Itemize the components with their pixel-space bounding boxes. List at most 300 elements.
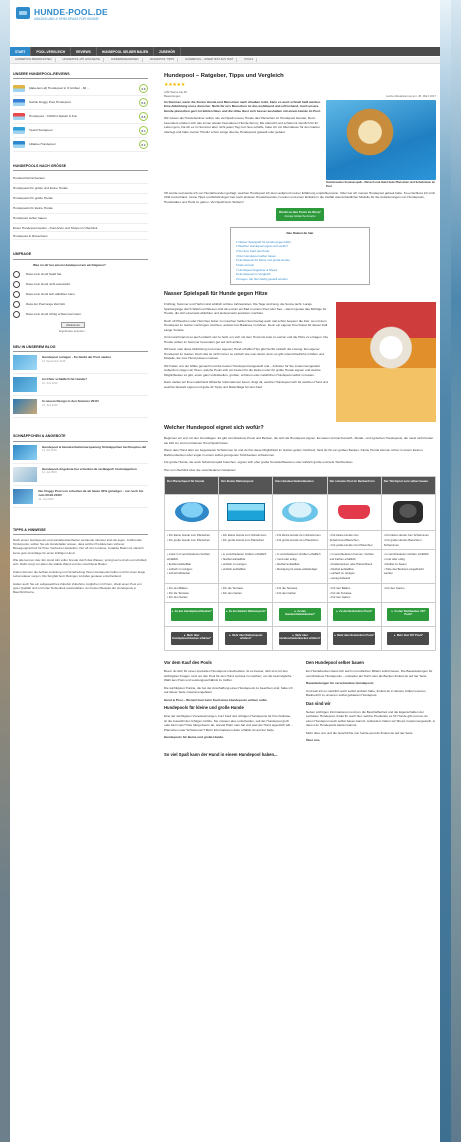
post-date: 12. Juli 2016 [42, 471, 57, 475]
list-item-text: in verschiedenen Größen erhältlich [385, 552, 429, 557]
bullet-icon: • [167, 533, 169, 537]
list-item-text: meist in 3 verschiedenen Größen erhältlich [167, 552, 210, 561]
table-cell [219, 603, 273, 627]
column-header: Der kleine Rahmenpool [219, 477, 273, 495]
post-thumbnail [13, 467, 37, 482]
list-item [275, 538, 324, 543]
button-label: Mehr über Hundeplanschbecken erfahren* [172, 634, 212, 641]
post-thumbnail [13, 355, 37, 370]
sidebar-link[interactable]: Hundeschwimmbecken [13, 174, 148, 184]
list-item [275, 591, 324, 596]
radio-button[interactable] [13, 271, 20, 278]
review-item[interactable] [13, 96, 148, 110]
list-item [330, 543, 379, 548]
list-item-text: Für den Garten [222, 590, 242, 595]
paragraph: Wir haben uns der Mühe gemacht und die besten Hundepool festgestellt und – Anbieter für Sie zusammengestellt. Außerdem zeigen wir Ihnen, welche Pools sich am besten für die kleinen oder für große Hunde eignen und welche Möglichkeiten es gibt, einen ganz individuellen, großen, schönen oder natürlichen Hundepool selbst zu bauen. [164, 363, 321, 377]
poll-option-label: Dass mein Hund richtig schwimmen kann. [26, 311, 82, 316]
list-item [330, 533, 379, 543]
bullet-icon: • [329, 595, 332, 600]
poll-option-label: Dass mein Hund Spaß hat. [26, 271, 63, 276]
subnav-item[interactable]: HUNDEPOOL MIT HOCHSEITE [60, 58, 104, 62]
table-row [165, 531, 436, 550]
table-cell [219, 531, 273, 550]
bullet-icon: • [329, 533, 332, 537]
pool-product-image [175, 502, 209, 522]
list-item-text: Für den Balkon [168, 585, 188, 590]
post-title[interactable]: In neuem Design in den Sommer 2016! [42, 399, 99, 404]
section-title: Welcher Hundepool eignet sich wofür? [164, 425, 264, 432]
table-cell [273, 550, 327, 584]
section-title: Das sind wir [306, 700, 331, 706]
tips-text [13, 538, 148, 595]
blog-post[interactable] [13, 399, 148, 418]
bullet-icon: • [275, 557, 278, 561]
post-title[interactable]: Ist Chlor schädlich für Hunde? [42, 377, 88, 382]
shop-cta-button[interactable] [276, 208, 324, 221]
blog-post[interactable] [13, 489, 148, 508]
list-item-text: Für große Hunde zum Planschen [222, 537, 265, 542]
column-header: Das Hundeschwimmbecken [273, 477, 327, 495]
review-list [13, 82, 148, 152]
list-item [167, 552, 216, 562]
list-item-text: flexibel zu bauen [385, 561, 407, 566]
post-text [42, 467, 137, 485]
buy-button[interactable] [171, 608, 213, 621]
buy-button[interactable] [333, 608, 375, 621]
list-item [167, 571, 216, 576]
sizes-heading: HUNDEPOOLS NACH GRÖSSE [13, 164, 148, 171]
toc-link[interactable]: 2 Welcher Hundepool eignet sich wofür? [236, 244, 288, 249]
bullet-icon: • [329, 552, 332, 557]
pool-thumbnail [13, 127, 25, 134]
rating [164, 82, 436, 89]
table-image-row [165, 495, 436, 531]
blog-post[interactable] [13, 445, 148, 464]
post-text [38, 489, 148, 507]
background-photo-left [0, 0, 10, 1142]
pool-image-cell [327, 495, 381, 531]
sidebar-link[interactable]: Einen Hundepool kaufen - Pool Arten und Shops im Überblick [13, 224, 148, 232]
list-item-text: Für den Garten [331, 595, 351, 600]
paragraph: Neben wichtigen Informationen rund um die Beschaffenheit und die Eigenschaften der perfekten Hundepool, findet ihr auch hier, welche Produkten es für Hunde gibt und wo du einen Hundepool auch selbst bauen kannst. Außerdem haben wir Shops zusammengestellt, in denen du Hundepools kaufen kannst. [306, 709, 436, 728]
buy-button[interactable] [279, 608, 321, 621]
section-2-text [164, 436, 436, 472]
list-item-text: wenig Aufwand [331, 576, 351, 580]
buy-button[interactable] [387, 608, 429, 621]
arrow-icon: ► [292, 634, 296, 637]
review-item[interactable] [13, 82, 148, 96]
more-button[interactable] [279, 632, 321, 645]
toc-title: Das findest du hier [286, 230, 314, 235]
poll-option[interactable] [13, 269, 148, 279]
column-left [164, 657, 294, 746]
buy-button[interactable] [225, 608, 267, 621]
list-item-text: Für große Hunde Planschen / Schwimmen [383, 537, 423, 547]
post-title[interactable]: Hundepool-Angebote bei schecker.de verlängert! #schnäppchen [42, 466, 137, 471]
subnav-item[interactable]: POOLS [241, 58, 257, 62]
hero-image-dogs-pool [326, 100, 436, 180]
bullet-icon: • [167, 561, 169, 566]
list-item-text: Reinigung ist etwas aufwändiger [277, 566, 318, 571]
bullet-icon: • [221, 552, 223, 557]
poll-option-label: Dass mein Hund sich abkühlen kann. [26, 291, 76, 296]
toc-link[interactable]: 7 Hundepool Angebote & Shops [236, 267, 278, 272]
bullet-icon: • [383, 552, 386, 557]
bullet-icon: • [383, 561, 386, 566]
subnav-item[interactable]: HUNDEPOOL TIPPS [147, 58, 179, 62]
list-item-text: Für den Balkon [331, 585, 351, 590]
feature-list [384, 533, 433, 547]
feature-list [275, 586, 324, 596]
paragraph: Frühling, Sommer und Herbst sind wirklich schöne Jahreszeiten. Die Tage sind lang, die Sonne lacht. Lange Spaziergänge durch Wald und Wiesen sind da und an ein Bad in einem Pool oder See – das ist genau das Richtige für Hunde, die sich einerseits abkühlen und andererseits austoben möchten. [164, 302, 327, 316]
arrow-icon: ► [391, 610, 395, 613]
list-item [384, 567, 433, 577]
paragraph: Beginnen wir erst mit den Grundlagen. Es gibt verschiedene Pools und Becken, die sich als Hundepool eignen. Es waren einmal Kunstoff-, Metall-, und typischen Hundepools, die meist nicht breiter als 160 cm sind und kleinen Hund Spaß bieten. [164, 436, 434, 445]
deals-heading: SCHNÄPPCHEN & ANGEBOTE [13, 434, 148, 441]
table-cell [273, 603, 327, 627]
bullet-icon: • [329, 542, 332, 547]
post-text [42, 355, 111, 373]
post-text [42, 377, 87, 395]
review-score: 9.6 [139, 84, 148, 93]
bullet-icon: • [329, 561, 332, 566]
review-score: 8.8 [139, 112, 148, 121]
radio-button[interactable] [13, 301, 20, 308]
poll-option-label: Dass mein Hund nicht ausrutscht. [26, 281, 71, 286]
list-item-text: einfach zu reinigen [331, 571, 355, 576]
table-of-contents [230, 227, 370, 286]
more-button[interactable] [333, 632, 375, 645]
table-cell [381, 627, 435, 651]
list-item [384, 538, 433, 548]
bullet-icon: • [221, 566, 223, 571]
paragraph: Doch oft Pfauchen oder Herrchen lieber zu manchen heißen Sommertag auch mal schön bequem die Zeit, wo mit dem Hundepool im Garten verbringen möchten, anstatt zum Badesee zu fahren. Denn ein eigener Pool bietet für diesen Fall einige Vorteile. [164, 318, 328, 332]
bullet-icon: • [329, 585, 332, 590]
sidebar-link[interactable]: Hundepools für große Hunde [13, 194, 148, 204]
radio-button[interactable] [13, 291, 20, 298]
paragraph: Wir kann man diese Abkühlung und einen eigenen Hund schaffen? Es gibt hierfür einfach die Lösung: Ein eigener Hundepool im Garten. Doch das ist nicht immer so einfach wie man denkt, denn es gibt unterschiedliche Größen und Modelle, die zum Hund passen müssen. [164, 347, 324, 361]
paragraph: Wenn dein Hund aber ein begeisterter Schwimmer ist und du ihm diese Möglichkeit im Garten geben möchtest, fand du ihn ein großes Becken. Kleine Hunde können schon in einem kleinen Rahmenbecken oder sogar in einem selbst gezogenen Teichbecken schwimmen. [164, 448, 423, 457]
paragraph: Ein Hundebecken lässt sich auch mit einfachen Mitteln selbst bauen. Die Bauanleitungen für verschiedene Hundepools – entweder als Teich oder als Becken findest du auf der Seite [306, 669, 433, 678]
pool-image-cell [273, 495, 327, 531]
bullet-icon: • [383, 566, 386, 571]
list-item-text: Für kleine Hunde zum Planschen [168, 533, 210, 537]
two-column-section [164, 657, 436, 746]
column-header: Der robuste Pool im Beckenform [327, 477, 381, 495]
table-cell [273, 531, 327, 550]
post-thumbnail [13, 377, 37, 392]
feature-list [167, 586, 216, 600]
bullet-icon: • [329, 571, 332, 576]
table-cell [165, 531, 219, 550]
radio-button[interactable] [13, 281, 20, 288]
nav-reviews[interactable]: REVIEWS [71, 47, 97, 56]
toc-link[interactable]: 9 Fragen, die hier häufig gestellt werden [236, 276, 288, 281]
poll-question: Was ist dir bei einem Hundepool am wichtigsten? [33, 262, 106, 267]
dog-with-sunglasses-image [336, 302, 436, 422]
poll-option[interactable] [13, 279, 148, 289]
bullet-icon: • [275, 561, 278, 566]
section-title: So viel Spaß kann der Hund in einem Hundepool haben... [164, 751, 278, 757]
site-name[interactable]: HUNDE-POOL.DE [34, 7, 108, 17]
bullet-icon: • [275, 552, 278, 557]
subnav-item[interactable]: HUNDEBADEWANNEN [108, 58, 143, 62]
list-item-text: in verschiedenen Größen erhältlich [222, 552, 267, 557]
table-more-row [165, 627, 436, 651]
cta-label: Direkt zu den Pools im Shop* [279, 210, 321, 215]
feature-list [384, 552, 433, 576]
ueber-uns-link[interactable]: Über uns. [306, 738, 321, 743]
list-item-text: Für die Terrasse [331, 590, 352, 595]
post-thumbnail [13, 445, 37, 460]
sidebar-link[interactable]: Hundepools für große und kleine Hunde [13, 184, 148, 194]
post-thumbnail [13, 489, 33, 504]
list-item-text: rund oder eckig [277, 557, 297, 561]
list-item-text: Für die Terrasse [277, 585, 298, 590]
poll-heading: UMFRAGE [13, 252, 148, 259]
table-cell [165, 583, 219, 602]
section-title: Den Hundepool selber bauen [306, 660, 364, 665]
poll-option[interactable] [13, 299, 148, 309]
toc-link[interactable]: 4 Den Hundepool selber bauen [236, 253, 277, 258]
cta-sublabel: Anzeige: Einkauf bei Amazon [284, 215, 316, 219]
list-item [167, 538, 216, 543]
blog-list [13, 355, 148, 418]
feature-list [221, 533, 270, 543]
sidebar-link[interactable]: Hundepools für kleine Hunde [13, 204, 148, 214]
pool-product-image [338, 505, 370, 519]
blog-post[interactable] [13, 467, 148, 486]
poll-option-label: Dass der Pool lange Zeit hält. [26, 301, 66, 306]
pool-product-image [393, 501, 423, 523]
list-item-text: Für die Terrasse [222, 585, 244, 590]
bauanleitung-link[interactable]: Bauanleitungen für verschiedene Hundepools [306, 681, 374, 686]
arrow-icon: ► [333, 634, 338, 637]
review-label: Hundepool - ChillOut Splash & Fun [29, 114, 78, 119]
rating-stars-icon[interactable]: ★★★★★ [164, 82, 185, 89]
arrow-icon: ► [393, 634, 397, 637]
pool-thumbnail [13, 85, 25, 92]
table-cell [381, 550, 435, 584]
toc-link[interactable]: 8 Hundepools im Vergleich [236, 272, 271, 277]
background-photo-right [451, 0, 461, 1142]
tips-paragraph: Nach einem Hundepools und Hundebeckentheken werdende robuster sind als legen, zuführende Kinderpools, sollten Sie als Hundehalter wissen, dass solche Produkte kein sicherer Bewegungsschutz für Ihren Vierbeiner darstellen. Der oft viel zu kleine, instabile Boden ist nämlich keine gute Grundlage für einen kräftigen Hund. [13, 537, 144, 555]
groesse-link[interactable]: Hundepools für kleine und große Hunde. [164, 735, 224, 740]
site-header [10, 0, 440, 46]
list-item [275, 567, 324, 572]
radio-button[interactable] [13, 311, 20, 318]
arrow-icon: ► [183, 634, 187, 637]
poll-option[interactable] [13, 289, 148, 299]
nav-zubehoer[interactable]: ZUBEHÖR [154, 47, 181, 56]
table-cell [381, 531, 435, 550]
tips-paragraph: Zudem können die Aufbau-Anleitung und Verarbeitung Ihres Hundepools helfen und für einen lange Lebensdauer sorgen. Die Sorgfalt beim Reinigen ist dabei genauso entscheidend. [13, 569, 146, 579]
paragraph: Mehr über uns und die Geschichte von hunde-pool.de findest du auf der Seite [306, 730, 413, 735]
list-item-text: Für kleine Hunde zum Schwimmen [222, 533, 267, 537]
tips-paragraph: Wie alle kennen das: Ein Hund tobt voller Freude durch das Wasser, springt auf und ab und schüttelt sich. Dafür sorgt vor allem die stabile Wand und der rutschfeste Boden. [13, 558, 147, 567]
logo-icon[interactable] [16, 7, 30, 19]
column-header: Der Planschpool für Hunde [165, 477, 219, 495]
section-title: Nasser Spielspaß für Hunde gegen Hitze [164, 291, 268, 298]
nav-pool-vergleich[interactable]: POOL-VERGLEICH [31, 47, 71, 56]
paragraph: Die wichtigsten Punkte, die bei der Anschaffung eines Hundepools zu beachten sind, habe ich auf dieser Seite zusammengefasst: [164, 685, 293, 695]
arrow-icon: ► [225, 610, 229, 613]
pool-thumbnail [13, 141, 25, 148]
blog-heading: NEU IN UNSEREM BLOG [13, 345, 148, 352]
list-item-text: rund oder eckig [385, 557, 405, 561]
button-label: Mehr über DIY Pools* [396, 634, 424, 637]
table-buy-row [165, 603, 436, 627]
pool-thumbnail [13, 113, 25, 120]
bullet-icon: • [383, 585, 386, 590]
blog-post[interactable] [13, 355, 148, 374]
poll [13, 263, 148, 334]
nav-selber-bauen[interactable]: HUNDEPOOL SELBER BAUEN [97, 47, 154, 56]
pool-image-cell [219, 495, 273, 531]
post-title[interactable]: Der Doggy Pool von schecker.de ab heute 30% günstiger - nur noch bis zum 06.06.2016! [38, 488, 144, 498]
list-item-text: einfach aufstellbar [222, 566, 246, 571]
button-label: Zu den Teichbecken / DIY Pools* [394, 610, 426, 617]
list-item-text: schnell abbaubar [168, 571, 191, 576]
post-title[interactable]: Hundepool reinigen - So bleibt der Pool sauber [42, 355, 112, 360]
toc-link[interactable]: 3 Vor dem Kauf des Pools [236, 248, 270, 253]
bullet-icon: • [275, 566, 278, 571]
tips-heading: TIPPS & HINWEISE [13, 528, 148, 535]
more-button[interactable] [387, 632, 429, 645]
paragraph: Bevor du dich für einen speziellen Hundepool entscheidest, ist es besser, dich erst mit den wichtigsten Fragen rund um den Pool für den Hund vertraut zu machen, um die bestmögliche Wahl aus Preis und Leistungsverhältnis zu treffen. [164, 669, 292, 683]
review-item[interactable] [13, 110, 148, 124]
table-cell [219, 550, 273, 584]
toc-link[interactable]: 1 Nasser Spielspaß für Hunde gegen Hitze [236, 239, 291, 244]
cta-container [164, 208, 436, 221]
toc-link[interactable]: 6 Das sind wir [236, 262, 255, 267]
list-item [330, 576, 379, 581]
paragraph: Für große Hunde, die auch Schwimmspaß brauchen, eignen sich eher große Kunststoffwannen oder wirklich große und tiefe Teichbecken. [164, 460, 354, 465]
list-item-text: Für kleine Hunde zum Schwimmen/Planschen [329, 533, 359, 542]
vote-button[interactable]: Abstimmen [61, 322, 85, 328]
list-item-text: in verschiedenen Formen, Größen und Farben erhältlich [329, 552, 374, 561]
bullet-icon: • [167, 595, 169, 600]
subnav-item[interactable]: HUNDEPOOL BRANDKASTEN [12, 58, 56, 62]
list-item-text: Für den Garten [168, 595, 188, 600]
review-score: 8.9 [139, 98, 148, 107]
site-tagline: ABKÜHLUNG & SPIELSPASS FÜR HUNDE! [34, 17, 100, 21]
table-cell [219, 583, 273, 602]
table-cell [165, 627, 219, 651]
pool-product-image [227, 503, 265, 521]
more-button[interactable] [171, 632, 213, 645]
bullet-icon: • [167, 566, 169, 571]
table-cell [165, 550, 219, 584]
bullet-icon: • [383, 537, 386, 542]
column-header: Der Teichpool zum selber bauen [381, 477, 435, 495]
table-cell [327, 583, 381, 602]
list-item-text: einfach zu reinigen [222, 561, 247, 566]
sidebar-link[interactable]: Hundepool selber bauen [13, 214, 148, 224]
list-item-text: Für kleine Hunde zum Schwimmen [385, 533, 429, 537]
review-item[interactable] [13, 138, 148, 152]
table-cell [327, 603, 381, 627]
list-item [330, 595, 379, 600]
bullet-icon: • [221, 585, 223, 590]
list-item [221, 567, 270, 572]
table-cell [219, 627, 273, 651]
toc-list [236, 240, 364, 282]
table-row [165, 550, 436, 584]
poll-option[interactable] [13, 309, 148, 319]
main-nav [10, 47, 440, 56]
subnav-item[interactable]: HUNDEPOOL - UNSER TEST AUS TEST [182, 58, 237, 62]
rating-text: 4,82 Sterne bei 45 Bewertungen [164, 89, 187, 98]
review-score: 8.4 [139, 126, 148, 135]
toc-link[interactable]: 5 Hundepools für kleine und große Hunde [236, 258, 290, 263]
list-item-text: flexibel aufstellbar [168, 561, 192, 566]
arrow-icon: ► [336, 610, 340, 613]
bullet-icon: • [221, 537, 223, 542]
post-title[interactable]: Hundepool & Hundeschwimmersparung Schnäppchen bei Doopluo.de! [42, 444, 147, 449]
page-container [10, 0, 440, 1142]
intro-bold: Im Sommer, wenn die Sonne Hunde und Menschen nach draußen lockt, kann es auch schnell heiß werden. Eine Abkühlung muss dann her. Nicht für uns Menschen ist das wohltuend und erfrischend. Auch unsere Hunde planschen gern im kühlen Nass und die Hitze lässt sich besser aushalten mit einem Hunde im Pool. [164, 99, 321, 113]
button-label: Mehr über Beckenform Pools* [337, 634, 375, 637]
review-label: [data-item-id] Hundepool in 9 Größen - 60 ... [29, 86, 90, 91]
feature-list [384, 586, 433, 591]
feature-list [275, 533, 324, 543]
button-label: Zu den Hundeplanschbecken* [174, 610, 212, 613]
sub-nav [10, 57, 440, 64]
column-right [306, 657, 436, 746]
more-button[interactable] [225, 632, 267, 645]
arrow-icon: ► [228, 634, 233, 637]
kauf-link[interactable]: Hund & Pool – Worauf man beim Kauf eines Hundepools achten sollte [164, 697, 267, 702]
section-title: Hundepools für kleine und große Hunde [164, 705, 244, 710]
list-item [221, 591, 270, 596]
bullet-icon: • [383, 557, 386, 561]
tips-paragraph: Haben auch Sie ein aufgeweichtes Zubehör Zubehöre möglicher mit Ihrem, direkt einen Pool von guter Qualität und mit hoher Robustheit auszuwählen. Am besten Beispiel der Hundepools in Bauchtrichterne. [13, 581, 142, 595]
bullet-icon: • [275, 585, 278, 590]
table-cell [273, 627, 327, 651]
table-cell [381, 603, 435, 627]
table-header-row [165, 477, 436, 495]
bullet-icon: • [221, 533, 223, 537]
bullet-icon: • [329, 590, 332, 595]
bullet-icon: • [329, 566, 332, 571]
bullet-icon: • [167, 537, 169, 542]
feature-list [221, 586, 270, 596]
pool-thumbnail [13, 99, 25, 106]
bullet-icon: • [221, 561, 223, 566]
feature-list [275, 552, 324, 571]
table-cell [327, 627, 381, 651]
hero-caption: Gemeinsamer Sommerspaß – Mensch und Hund beim Planschen und Schwimmen im Pool [326, 180, 436, 188]
nav-start[interactable]: START [10, 47, 31, 56]
review-item[interactable] [13, 124, 148, 138]
bullet-icon: • [167, 585, 169, 590]
poll-results-link[interactable]: Ergebnisse ansehen [59, 329, 85, 334]
list-item-text: Für große Hunde zum Planschen [168, 537, 210, 542]
paragraph: Dazu stellen wir Ihnen allerhand hilfreiche Informationen bereit, Zeigt dir, welcher Hundepool sich für welchen Hund und welchen Einsatz eignet und gebe dir Tipps und Ratschläge für den Kauf. [164, 380, 328, 389]
list-item [221, 538, 270, 543]
blog-post[interactable] [13, 377, 148, 396]
post-date: 12. Juni 2016 [42, 403, 58, 407]
feature-list [330, 533, 379, 547]
table-cell [327, 550, 381, 584]
reviews-heading: UNSERE HUNDEPOOL-REVIEWS [13, 72, 148, 79]
button-label: Mehr über Hundeschwimmbecken erfahren* [279, 634, 321, 641]
bullet-icon: • [275, 590, 278, 595]
review-label: Lilladee Hundepool [29, 142, 56, 147]
deals-list [13, 445, 148, 508]
sidebar-link[interactable]: Hundepool in Rosenheim [13, 232, 148, 240]
